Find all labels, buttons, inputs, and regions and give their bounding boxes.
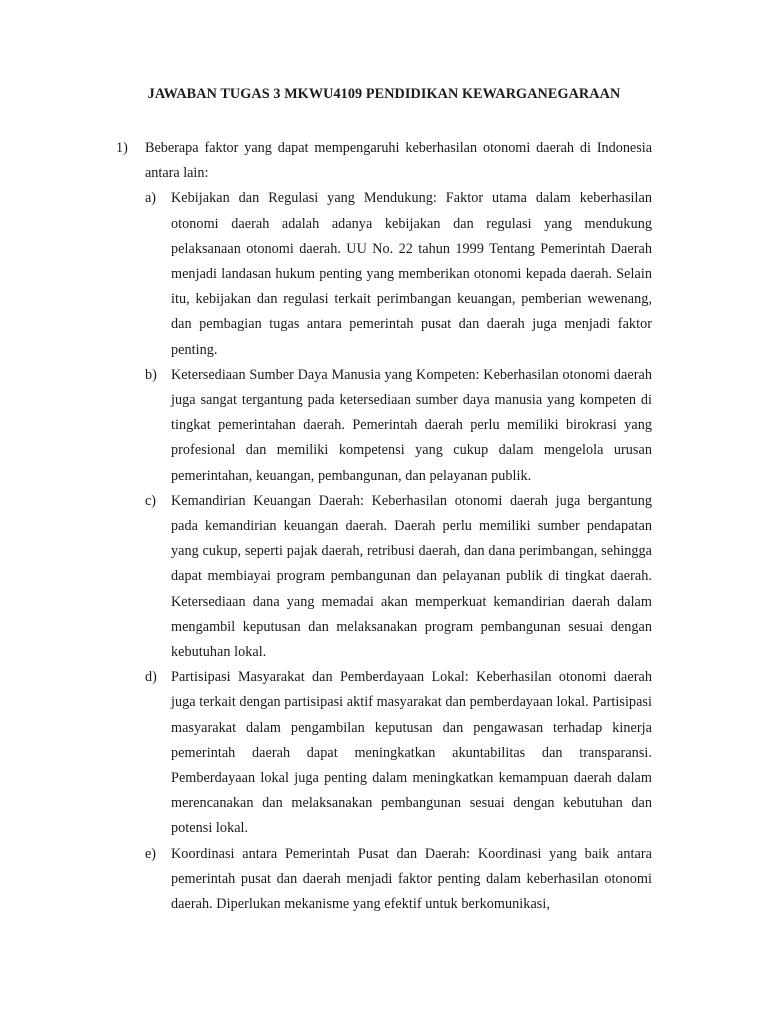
sub-item-letter: a) — [145, 190, 157, 207]
answer-sub-item — [145, 842, 652, 918]
sub-item-letter: c) — [145, 492, 157, 509]
sub-item-text: Koordinasi antara Pemerintah Pusat dan Daerah: Koordinasi yang baik antara pemerintah pusat dan daerah menjadi faktor penting dalam keberhasilan otonomi daerah. Diperlukan mekanisme yang efektif untuk berkomunikasi, — [171, 845, 652, 913]
sub-item-text: Kebijakan dan Regulasi yang Mendukung: Faktor utama dalam keberhasilan otonomi daerah adalah adanya kebijakan dan regulasi yang mendukung pelaksanaan otonomi daerah. UU No. 22 tahun 1999 Tentang Pemerintah Daerah menjadi landasan hukum penting yang memberikan otonomi kepada daerah. Selain itu, kebijakan dan regulasi terkait perimbangan keuangan, pemberian wewenang, dan pembagian tugas antara pemerintah pusat dan daerah juga menjadi faktor penting. — [171, 190, 652, 358]
answer-sub-item — [145, 665, 652, 841]
question-number: 1) — [116, 140, 128, 156]
question-intro: Beberapa faktor yang dapat mempengaruhi keberhasilan otonomi daerah di Indonesia antara lain: — [145, 140, 652, 182]
sub-item-text: Partisipasi Masyarakat dan Pemberdayaan Lokal: Keberhasilan otonomi daerah juga terkait dengan partisipasi aktif masyarakat dan pemberdayaan lokal. Partisipasi masyarakat dalam pengambilan keputusan dan pengawasan terhadap kinerja pemerintah daerah dapat meningkatkan akuntabilitas dan transparansi. Pemberdayaan lokal juga penting dalam meningkatkan kemampuan daerah dalam merencanakan dan melaksanakan pembangunan sesuai dengan kebutuhan dan potensi lokal. — [171, 669, 652, 837]
answer-sub-list — [145, 186, 652, 917]
question-list — [116, 136, 652, 917]
sub-item-letter: d) — [145, 669, 157, 686]
question-item — [116, 136, 652, 917]
answer-sub-item — [145, 186, 652, 362]
sub-item-text: Ketersediaan Sumber Daya Manusia yang Kompeten: Keberhasilan otonomi daerah juga sangat tergantung pada ketersediaan sumber daya manusia yang kompeten di tingkat pemerintahan daerah. Pemerintah daerah perlu memiliki birokrasi yang profesional dan memiliki kompetensi yang cukup dalam mengelola urusan pemerintahan, keuangan, pembangunan, dan pelayanan publik. — [171, 366, 652, 484]
sub-item-letter: b) — [145, 366, 157, 383]
sub-item-letter: e) — [145, 845, 157, 862]
document-title: JAWABAN TUGAS 3 MKWU4109 PENDIDIKAN KEWARGANEGARAAN — [147, 86, 621, 102]
answer-sub-item — [145, 489, 652, 665]
answer-sub-item — [145, 363, 652, 489]
sub-item-text: Kemandirian Keuangan Daerah: Keberhasilan otonomi daerah juga bergantung pada kemandirian keuangan daerah. Daerah perlu memiliki sumber pendapatan yang cukup, seperti pajak daerah, retribusi daerah, dan dana perimbangan, sehingga dapat membiayai program pembangunan dan pelayanan publik di tingkat daerah. Ketersediaan dana yang memadai akan memperkuat kemandirian daerah dalam mengambil keputusan dan melaksanakan program pembangunan sesuai dengan kebutuhan lokal. — [171, 492, 652, 661]
